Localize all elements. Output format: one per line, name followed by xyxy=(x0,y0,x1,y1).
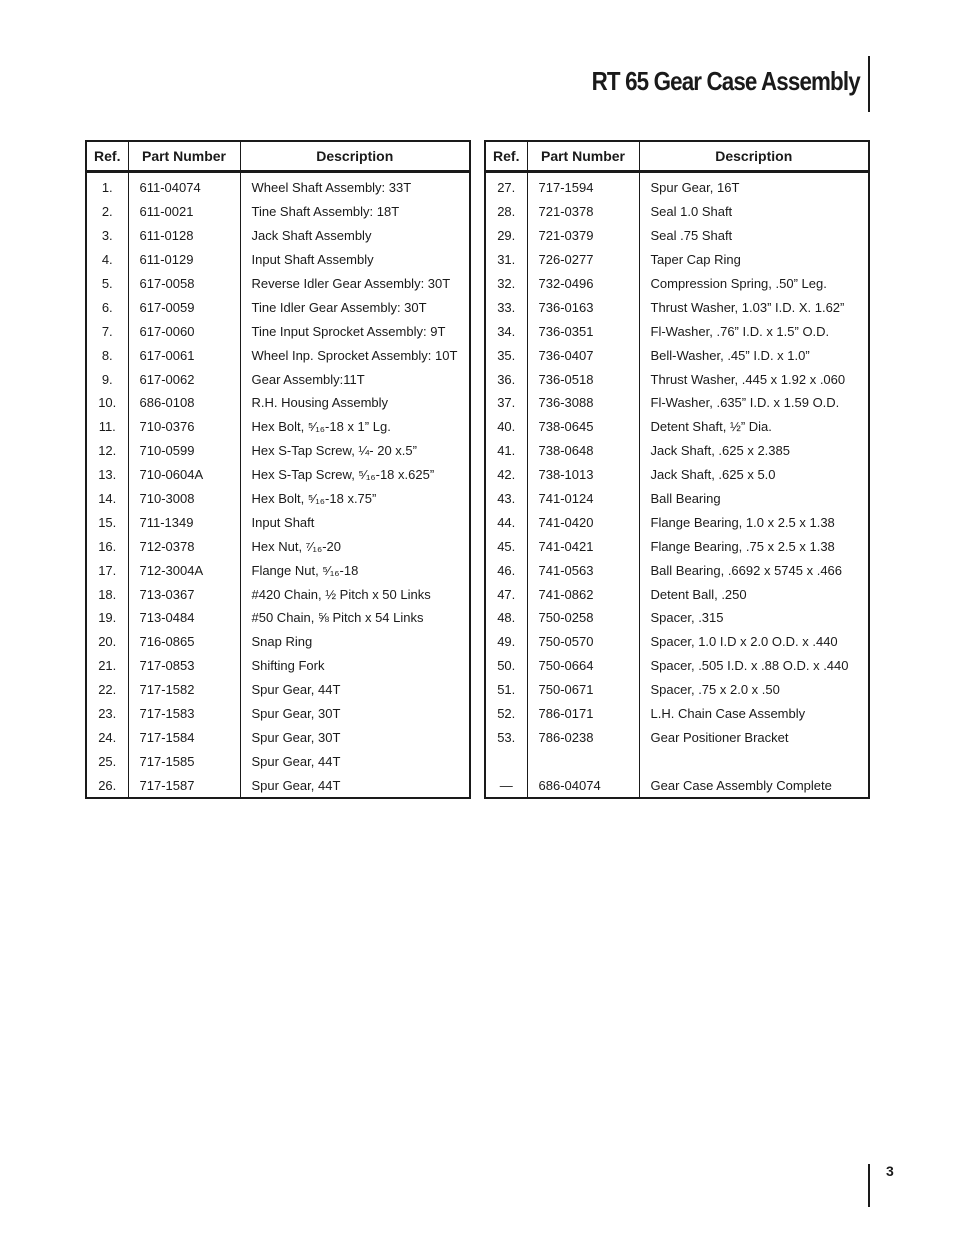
table-row xyxy=(86,463,470,487)
part-number-cell: 750-0570 xyxy=(527,630,639,654)
ref-cell: 44. xyxy=(497,514,516,530)
description-cell: Spur Gear, 30T xyxy=(240,702,470,726)
part-number-cell: 617-0061 xyxy=(128,343,240,367)
part-number-cell: 750-0664 xyxy=(527,654,639,678)
part-number-cell xyxy=(527,749,639,773)
description-cell: Seal .75 Shaft xyxy=(639,224,869,248)
part-number-cell: 786-0171 xyxy=(527,702,639,726)
table-row xyxy=(485,558,869,582)
description-cell: Spacer, .315 xyxy=(639,606,869,630)
table-row xyxy=(485,367,869,391)
ref-cell: 35. xyxy=(497,347,516,363)
table-row xyxy=(485,702,869,726)
description-cell: Flange Nut, ⁵⁄₁₆-18 xyxy=(240,558,470,582)
table-row xyxy=(86,248,470,272)
description-cell: Spur Gear, 44T xyxy=(240,749,470,773)
column-header-description: Description xyxy=(639,141,869,172)
part-number-cell: 712-0378 xyxy=(128,534,240,558)
description-cell: Jack Shaft, .625 x 2.385 xyxy=(639,439,869,463)
ref-cell: 5. xyxy=(101,276,113,291)
table-row xyxy=(485,415,869,439)
table-row xyxy=(485,654,869,678)
part-number-cell: 750-0258 xyxy=(527,606,639,630)
table-row xyxy=(86,630,470,654)
part-number-cell: 710-3008 xyxy=(128,487,240,511)
description-cell: Ball Bearing, .6692 x 5745 x .466 xyxy=(639,558,869,582)
ref-cell: 20. xyxy=(98,634,117,650)
table-row xyxy=(86,678,470,702)
part-number-cell: 611-0021 xyxy=(128,200,240,224)
description-cell: Hex Bolt, ⁵⁄₁₆-18 x 1” Lg. xyxy=(240,415,470,439)
ref-cell: 53. xyxy=(497,729,516,745)
part-number-cell: 738-1013 xyxy=(527,463,639,487)
ref-cell: 42. xyxy=(497,467,516,483)
ref-cell: 36. xyxy=(497,371,516,387)
table-row xyxy=(485,172,869,200)
table-row xyxy=(485,773,869,798)
part-number-cell: 686-04074 xyxy=(527,773,639,798)
description-cell: Spacer, .505 I.D. x .88 O.D. x .440 xyxy=(639,654,869,678)
ref-cell: 26. xyxy=(98,777,117,793)
part-number-cell: 741-0421 xyxy=(527,534,639,558)
description-cell: R.H. Housing Assembly xyxy=(240,391,470,415)
page-title: RT 65 Gear Case Assembly xyxy=(591,66,860,96)
ref-cell: 1. xyxy=(101,180,113,196)
part-number-cell: 741-0124 xyxy=(527,487,639,511)
ref-cell: 47. xyxy=(497,586,516,602)
part-number-cell: 738-0648 xyxy=(527,439,639,463)
ref-cell: 21. xyxy=(98,658,117,674)
ref-cell: 6. xyxy=(101,299,113,315)
part-number-cell: 710-0599 xyxy=(128,439,240,463)
ref-cell: 13. xyxy=(98,467,117,483)
description-cell: Snap Ring xyxy=(240,630,470,654)
ref-cell: 4. xyxy=(101,252,113,268)
description-cell: Ball Bearing xyxy=(639,487,869,511)
table-row xyxy=(86,172,470,200)
part-number-cell: 716-0865 xyxy=(128,630,240,654)
description-cell: Spacer, 1.0 I.D x 2.0 O.D. x .440 xyxy=(639,630,869,654)
description-cell: Wheel Inp. Sprocket Assembly: 10T xyxy=(240,343,470,367)
ref-cell: 18. xyxy=(98,586,117,602)
description-cell: Input Shaft Assembly xyxy=(240,248,470,272)
description-cell: L.H. Chain Case Assembly xyxy=(639,702,869,726)
part-number-cell: 617-0058 xyxy=(128,272,240,296)
table-row xyxy=(485,319,869,343)
table-row xyxy=(86,582,470,606)
column-header-ref: Ref. xyxy=(86,141,128,172)
ref-cell: 50. xyxy=(497,658,516,674)
part-number-cell: 717-1582 xyxy=(128,678,240,702)
description-cell: Gear Positioner Bracket xyxy=(639,725,869,749)
ref-cell: 49. xyxy=(497,634,516,650)
table-row xyxy=(485,391,869,415)
table-row xyxy=(86,654,470,678)
table-row xyxy=(485,272,869,296)
description-cell: Tine Shaft Assembly: 18T xyxy=(240,200,470,224)
table-row xyxy=(485,439,869,463)
column-header-ref: Ref. xyxy=(485,141,527,172)
description-cell: Hex S-Tap Screw, ¼- 20 x.5” xyxy=(240,439,470,463)
ref-cell: 22. xyxy=(98,682,117,698)
part-number-cell: 717-0853 xyxy=(128,654,240,678)
description-cell: Detent Shaft, ½” Dia. xyxy=(639,415,869,439)
part-number-cell: 717-1587 xyxy=(128,773,240,798)
table-row xyxy=(86,415,470,439)
page-number: 3 xyxy=(886,1163,894,1179)
table-row xyxy=(485,749,869,773)
part-number-cell: 736-3088 xyxy=(527,391,639,415)
ref-cell: 27. xyxy=(497,180,516,196)
part-number-cell: 717-1584 xyxy=(128,725,240,749)
part-number-cell: 786-0238 xyxy=(527,725,639,749)
table-row xyxy=(86,295,470,319)
description-cell: Wheel Shaft Assembly: 33T xyxy=(240,172,470,200)
column-header-part-number: Part Number xyxy=(128,141,240,172)
part-number-cell: 732-0496 xyxy=(527,272,639,296)
description-cell: Spacer, .75 x 2.0 x .50 xyxy=(639,678,869,702)
ref-cell: 28. xyxy=(497,204,516,220)
part-number-cell: 717-1583 xyxy=(128,702,240,726)
table-row xyxy=(86,272,470,296)
part-number-cell: 611-0129 xyxy=(128,248,240,272)
description-cell: Hex Bolt, ⁵⁄₁₆-18 x.75” xyxy=(240,487,470,511)
part-number-cell: 686-0108 xyxy=(128,391,240,415)
table-row xyxy=(86,200,470,224)
description-cell: Gear Assembly:11T xyxy=(240,367,470,391)
ref-cell: 9. xyxy=(101,371,113,387)
description-cell: Spur Gear, 16T xyxy=(639,172,869,200)
ref-cell: — xyxy=(499,777,513,793)
ref-cell: 14. xyxy=(98,491,117,507)
table-row xyxy=(86,367,470,391)
table-row xyxy=(86,343,470,367)
ref-cell: 8. xyxy=(101,347,113,363)
part-number-cell: 736-0163 xyxy=(527,295,639,319)
part-number-cell: 617-0060 xyxy=(128,319,240,343)
table-row xyxy=(86,725,470,749)
description-cell: Hex Nut, ⁷⁄₁₆-20 xyxy=(240,534,470,558)
table-row xyxy=(86,606,470,630)
description-cell: Jack Shaft, .625 x 5.0 xyxy=(639,463,869,487)
description-cell xyxy=(639,749,869,773)
description-cell: Tine Idler Gear Assembly: 30T xyxy=(240,295,470,319)
table-row xyxy=(485,582,869,606)
table-row xyxy=(485,630,869,654)
table-row xyxy=(86,224,470,248)
description-cell: Shifting Fork xyxy=(240,654,470,678)
table-row xyxy=(86,773,470,798)
part-number-cell: 721-0379 xyxy=(527,224,639,248)
description-cell: Fl-Washer, .635” I.D. x 1.59 O.D. xyxy=(639,391,869,415)
parts-table-left xyxy=(85,140,471,799)
part-number-cell: 710-0604A xyxy=(128,463,240,487)
ref-cell: 12. xyxy=(98,443,117,459)
part-number-cell: 611-0128 xyxy=(128,224,240,248)
ref-cell: 24. xyxy=(98,729,117,745)
part-number-cell: 713-0367 xyxy=(128,582,240,606)
ref-cell: 43. xyxy=(497,491,516,507)
ref-cell: 29. xyxy=(497,228,516,244)
part-number-cell: 738-0645 xyxy=(527,415,639,439)
part-number-cell: 741-0420 xyxy=(527,510,639,534)
description-cell: Fl-Washer, .76” I.D. x 1.5” O.D. xyxy=(639,319,869,343)
description-cell: Input Shaft xyxy=(240,510,470,534)
column-header-part-number: Part Number xyxy=(527,141,639,172)
description-cell: Hex S-Tap Screw, ⁵⁄₁₆-18 x.625” xyxy=(240,463,470,487)
ref-cell: 41. xyxy=(497,443,516,459)
ref-cell: 34. xyxy=(497,323,516,339)
table-row xyxy=(485,487,869,511)
description-cell: Spur Gear, 30T xyxy=(240,725,470,749)
part-number-cell: 711-1349 xyxy=(128,510,240,534)
part-number-cell: 617-0059 xyxy=(128,295,240,319)
table-row xyxy=(86,534,470,558)
part-number-cell: 712-3004A xyxy=(128,558,240,582)
table-row xyxy=(86,558,470,582)
part-number-cell: 726-0277 xyxy=(527,248,639,272)
description-cell: Spur Gear, 44T xyxy=(240,678,470,702)
table-row xyxy=(86,702,470,726)
part-number-cell: 741-0862 xyxy=(527,582,639,606)
part-number-cell: 710-0376 xyxy=(128,415,240,439)
table-row xyxy=(485,606,869,630)
ref-cell: 33. xyxy=(497,299,516,315)
table-row xyxy=(485,224,869,248)
table-row xyxy=(86,439,470,463)
ref-cell: 45. xyxy=(497,538,516,554)
description-cell: Taper Cap Ring xyxy=(639,248,869,272)
part-number-cell: 741-0563 xyxy=(527,558,639,582)
part-number-cell: 736-0407 xyxy=(527,343,639,367)
ref-cell: 46. xyxy=(497,562,516,578)
ref-cell: 16. xyxy=(98,538,117,554)
table-row xyxy=(485,248,869,272)
ref-cell: 7. xyxy=(101,323,113,339)
table-header-row xyxy=(485,141,869,172)
description-cell: Compression Spring, .50” Leg. xyxy=(639,272,869,296)
table-row xyxy=(485,295,869,319)
part-number-cell: 750-0671 xyxy=(527,678,639,702)
table-row xyxy=(485,510,869,534)
table-row xyxy=(86,319,470,343)
column-header-description: Description xyxy=(240,141,470,172)
ref-cell: 51. xyxy=(497,682,516,698)
part-number-cell: 611-04074 xyxy=(128,172,240,200)
ref-cell: 52. xyxy=(497,706,516,722)
description-cell: Reverse Idler Gear Assembly: 30T xyxy=(240,272,470,296)
ref-cell xyxy=(485,749,527,773)
description-cell: Jack Shaft Assembly xyxy=(240,224,470,248)
description-cell: Detent Ball, .250 xyxy=(639,582,869,606)
table-row xyxy=(86,487,470,511)
ref-cell: 40. xyxy=(497,419,516,435)
table-header-row xyxy=(86,141,470,172)
part-number-cell: 717-1585 xyxy=(128,749,240,773)
table-row xyxy=(485,343,869,367)
ref-cell: 19. xyxy=(98,610,117,626)
description-cell: Thrust Washer, .445 x 1.92 x .060 xyxy=(639,367,869,391)
ref-cell: 17. xyxy=(98,562,117,578)
ref-cell: 11. xyxy=(98,419,116,435)
description-cell: Flange Bearing, 1.0 x 2.5 x 1.38 xyxy=(639,510,869,534)
ref-cell: 2. xyxy=(101,204,113,220)
description-cell: Bell-Washer, .45” I.D. x 1.0” xyxy=(639,343,869,367)
ref-cell: 3. xyxy=(101,228,113,244)
part-number-cell: 736-0518 xyxy=(527,367,639,391)
ref-cell: 10. xyxy=(98,395,117,411)
part-number-cell: 617-0062 xyxy=(128,367,240,391)
table-row xyxy=(485,725,869,749)
table-row xyxy=(485,463,869,487)
part-number-cell: 717-1594 xyxy=(527,172,639,200)
ref-cell: 32. xyxy=(497,276,516,291)
table-row xyxy=(485,200,869,224)
parts-table-right xyxy=(484,140,870,799)
description-cell: Thrust Washer, 1.03” I.D. X. 1.62” xyxy=(639,295,869,319)
description-cell: #420 Chain, ½ Pitch x 50 Links xyxy=(240,582,470,606)
title-divider xyxy=(868,56,870,112)
table-row xyxy=(86,510,470,534)
ref-cell: 15. xyxy=(98,514,117,530)
part-number-cell: 721-0378 xyxy=(527,200,639,224)
ref-cell: 23. xyxy=(98,706,117,722)
description-cell: Flange Bearing, .75 x 2.5 x 1.38 xyxy=(639,534,869,558)
description-cell: Seal 1.0 Shaft xyxy=(639,200,869,224)
ref-cell: 37. xyxy=(497,395,516,411)
footer-divider xyxy=(868,1164,870,1207)
ref-cell: 48. xyxy=(497,610,516,626)
description-cell: Spur Gear, 44T xyxy=(240,773,470,798)
part-number-cell: 713-0484 xyxy=(128,606,240,630)
ref-cell: 25. xyxy=(98,753,117,769)
table-row xyxy=(485,534,869,558)
table-row xyxy=(485,678,869,702)
table-row xyxy=(86,391,470,415)
part-number-cell: 736-0351 xyxy=(527,319,639,343)
ref-cell: 31. xyxy=(497,252,516,268)
description-cell: Tine Input Sprocket Assembly: 9T xyxy=(240,319,470,343)
table-row xyxy=(86,749,470,773)
description-cell: #50 Chain, ⅝ Pitch x 54 Links xyxy=(240,606,470,630)
description-cell: Gear Case Assembly Complete xyxy=(639,773,869,798)
